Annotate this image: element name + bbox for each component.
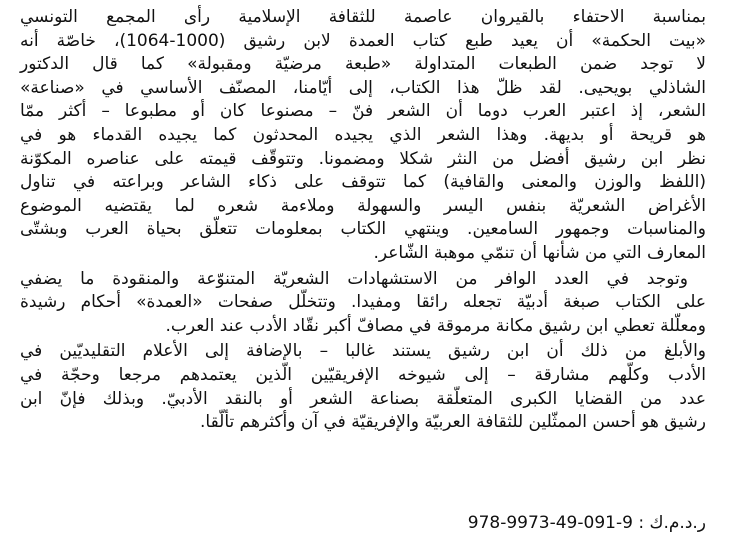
text-line: بمناسبة الاحتفاء بالقيروان عاصمة للثقافة الإسلامية رأى المجمع التونسي xyxy=(20,7,706,27)
text-line: نظر ابن رشيق أفضل من النثر شكلا ومضمونا. وتتوقّف قيمته على عناصره المكوّنة xyxy=(20,148,706,169)
paragraph-quotations xyxy=(20,268,706,339)
isbn-line xyxy=(468,512,706,534)
text-line: رشيق هو أحسن الممثّلين للثقافة العربيّة والإفريقيّة في آن وأكثرهم تألّقا. xyxy=(200,412,706,433)
text-line: الشاذلي بويحيى. لقد ظلّ هذا الكتاب، إلى أيّامنا، المصنّف الأساسي في «صناعة» xyxy=(20,77,706,98)
text-line: الشعر، إذ اعتبر العرب دوما أن الشعر فنّ – مصنوعا كان أو مطبوعا – أكثر ممّا xyxy=(20,101,706,122)
isbn-value: 978-9973-49-091-9 xyxy=(467,513,633,533)
text-line: والأبلغ من ذلك أن ابن رشيق يستند غالبا – بالإضافة إلى الأعلام التقليديّين في xyxy=(20,341,706,362)
text-line: على الكتاب صبغة أدبيّة تجعله رائقا ومفيدا. وتتخلّل صفحات «العمدة» أحكام رشيدة xyxy=(20,292,706,313)
text-line: الأدب وكلّهم مشارقة – إلى شيوخه الإفريقيّين الّذين يعتمدهم مرجعا وحجّة في xyxy=(20,364,706,385)
text-line: والمناسبات وجمهور السامعين. وينتهي الكتاب بمعلومات تتعلّق بحياة العرب وبشتّى xyxy=(20,219,706,240)
text-line: ومعلّلة تعطي ابن رشيق مكانة مرموقة في مصافّ أكبر نقّاد الأدب عند العرب. xyxy=(165,315,706,336)
text-line: الأغراض الشعريّة بنفس اليسر والسهولة وملاءمة شعره لما يقتضيه الموضوع xyxy=(20,195,706,216)
text-line: هو قريحة أو بديهة. وهذا الشعر الذي يجيده المحدثون كما يجيده القدماء هو في xyxy=(20,124,706,145)
paragraph-intro xyxy=(20,6,706,266)
isbn-label: ر.د.م.ك xyxy=(649,513,706,533)
text-line: (اللفظ والوزن والمعنى والقافية) كما تتوقف على ذكاء الشاعر وبراعته في تناول xyxy=(20,172,706,193)
text-line: عدد من القضايا الكبرى المتعلّقة بصناعة الشعر أو بالنقد الأدبيّ. وبذلك فإنّ ابن xyxy=(20,388,706,409)
text-line: وتوجد في العدد الوافر من الاستشهادات الشعريّة المتنوّعة والمنقودة ما يضفي xyxy=(20,268,688,289)
text-line: لا توجد ضمن الطبعات المتداولة «طبعة مرضيّة ومقبولة» كما قال الدكتور xyxy=(20,54,706,75)
isbn-separator: : xyxy=(638,513,645,533)
paragraph-sources xyxy=(20,340,706,434)
text-line: «بيت الحكمة» أن يعيد طبع كتاب العمدة لابن رشيق (1000-1064)، خاصّة أنه xyxy=(20,30,706,51)
text-line: المعارف التي من شأنها أن تنمّي موهبة الشّاعر. xyxy=(373,242,706,263)
